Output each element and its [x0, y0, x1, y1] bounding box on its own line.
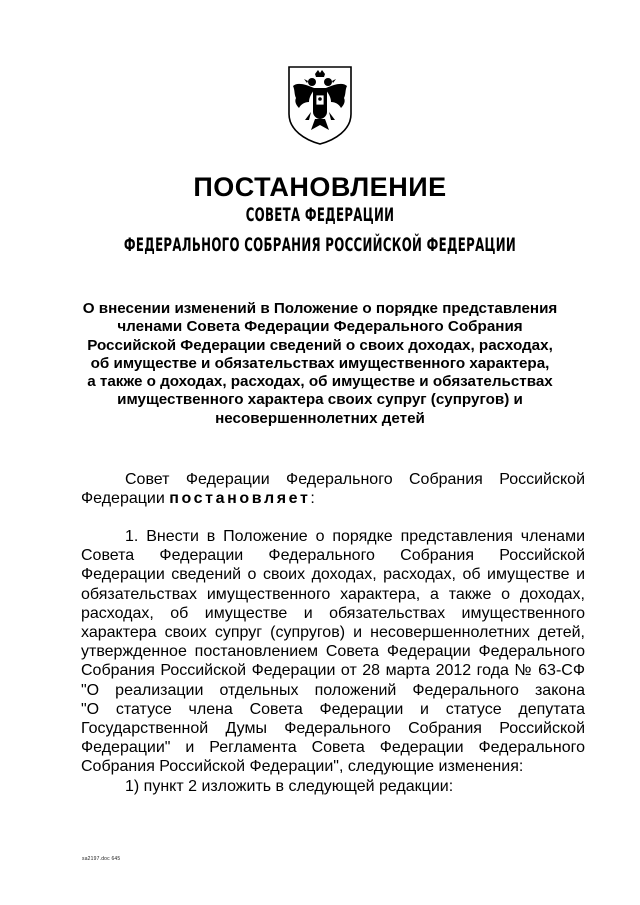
issuer-heading-line1: СОВЕТА ФЕДЕРАЦИИ [245, 204, 395, 226]
preamble-prefix: Федерации [81, 490, 170, 508]
document-title-line: Российской Федерации сведений о своих доходах, расходах, [87, 336, 553, 354]
document-title-line: а также о доходах, расходах, об имуществе и обязательствах [87, 373, 553, 391]
paragraph-line: обязательствах имущественного характера, а также о доходах, [81, 585, 585, 603]
preamble-suffix: : [310, 490, 315, 508]
paragraph-line: 1) пункт 2 изложить в следующей редакции: [125, 778, 454, 795]
preamble-line [81, 489, 585, 508]
document-title-line: членами Совета Федерации Федерального Собрания [117, 318, 523, 336]
document-type-heading: ПОСТАНОВЛЕНИЕ [193, 172, 447, 202]
preamble-decree-word: постановляет [169, 490, 311, 508]
paragraph-line: Собрания Российской Федерации", следующие изменения: [81, 758, 524, 776]
issuer-heading-line2: ФЕДЕРАЛЬНОГО СОБРАНИЯ РОССИЙСКОЙ ФЕДЕРАЦИИ [123, 234, 517, 256]
document-title-line: об имуществе и обязательствах имущественного характера, [90, 354, 550, 372]
paragraph-line: Совета Федерации Федерального Собрания Российской [81, 547, 585, 565]
paragraph-line: характера своих супруг (супругов) и несовершеннолетних детей, [81, 623, 585, 641]
paragraph-2 [81, 777, 585, 796]
paragraph-1 [81, 527, 585, 776]
paragraph-line: Федерации сведений о своих доходах, расходах, об имуществе и [81, 566, 585, 584]
document-file-reference: sa2197.doc 645 [82, 856, 121, 862]
document-title-line: несовершеннолетних детей [215, 409, 425, 427]
paragraph-line: "О статусе члена Совета Федерации и статусе депутата [81, 700, 585, 718]
paragraph-line: расходах, об имуществе и обязательствах имущественного [81, 604, 585, 622]
coat-of-arms-emblem [285, 64, 355, 146]
document-title-line: О внесении изменений в Положение о порядке представления [82, 300, 558, 317]
paragraph-line: 1. Внести в Положение о порядке представления членами [125, 528, 585, 545]
paragraph-line: утвержденное постановлением Совета Федерации Федерального [81, 643, 585, 661]
preamble-line: Совет Федерации Федерального Собрания Российской [125, 471, 585, 488]
document-title [64, 300, 576, 428]
paragraph-line: "О реализации отдельных положений Федерального закона [81, 681, 585, 699]
paragraph-line: Федерации" и Регламента Совета Федерации Федерального [81, 739, 585, 757]
preamble-paragraph [81, 470, 585, 508]
paragraph-line: Собрания Российской Федерации от 28 марта 2012 года № 63-СФ [81, 662, 585, 680]
document-title-line: имущественного характера своих супруг (супругов) и [117, 391, 523, 409]
paragraph-line: Государственной Думы Федерального Собрания Российской [81, 719, 585, 737]
